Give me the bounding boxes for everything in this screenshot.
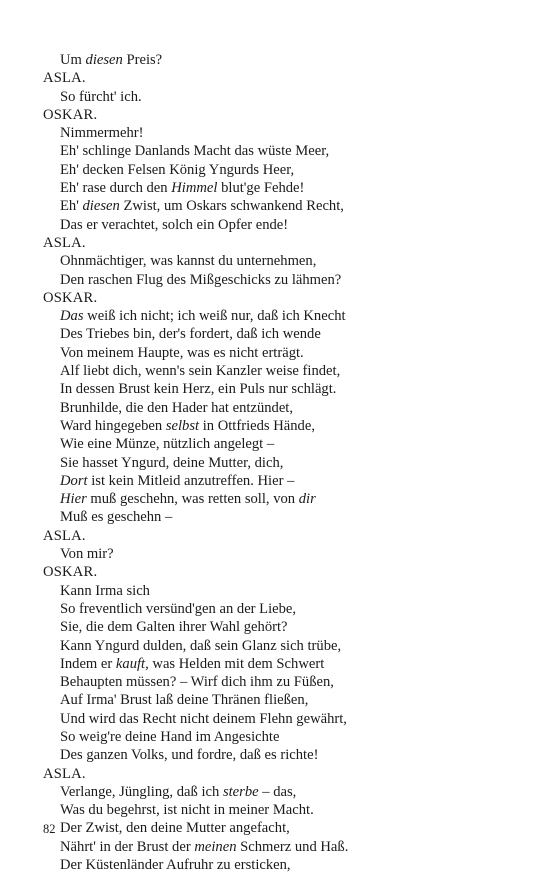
text-run: Nährt' in der Brust der [60, 838, 195, 855]
text-run: Indem er [60, 655, 116, 672]
text-run: ASLA. [43, 527, 86, 544]
verse-line [43, 838, 523, 856]
verse-line [43, 344, 523, 362]
verse-line [43, 710, 523, 728]
verse-line [43, 51, 523, 69]
text-run: Alf liebt dich, wenn's sein Kanzler weise findet, [60, 363, 341, 380]
emphasis-text: diesen [82, 198, 120, 215]
text-run: weiß ich nicht; ich weiß nur, daß ich Knecht [83, 308, 346, 325]
verse-line [43, 600, 523, 618]
verse-line [43, 454, 523, 472]
verse-line [43, 691, 523, 709]
verse-line [43, 399, 523, 417]
text-run: Kann Irma sich [60, 582, 150, 599]
text-run: Des ganzen Volks, und fordre, daß es richte! [60, 747, 319, 764]
verse-line [43, 161, 523, 179]
page-number: 82 [43, 822, 56, 836]
speaker-name [43, 289, 523, 307]
text-run: – das, [258, 783, 297, 800]
verse-line [43, 508, 523, 526]
text-run: Preis? [122, 52, 163, 68]
text-run: Verlange, Jüngling, daß ich [60, 783, 223, 800]
emphasis-text: Dort [60, 472, 88, 489]
emphasis-text: kauft, [115, 655, 149, 672]
text-run: So weig're deine Hand im Angesichte [60, 728, 280, 745]
verse-line [43, 582, 523, 600]
text-run: Ohnmächtiger, was kannst du unternehmen, [60, 253, 317, 270]
emphasis-text: selbst [165, 417, 200, 434]
speaker-name [43, 563, 523, 581]
verse-line [43, 417, 523, 435]
text-run: OSKAR. [43, 564, 98, 581]
verse-line [43, 216, 523, 234]
text-run: Was du begehrst, ist nicht in meiner Macht. [60, 802, 314, 819]
text-run: ASLA. [43, 765, 86, 782]
text-run: ist kein Mitleid anzutreffen. Hier – [87, 472, 295, 489]
text-run: So fürcht' ich. [60, 88, 142, 105]
text-run: Sie hasset Yngurd, deine Mutter, dich, [60, 454, 284, 471]
verse-line [43, 197, 523, 215]
text-run: So freventlich versünd'gen an der Liebe, [60, 600, 297, 617]
emphasis-text: sterbe [222, 783, 259, 800]
verse-line [43, 545, 523, 563]
emphasis-text: Hier [60, 491, 87, 508]
text-run: in Ottfrieds Hände, [199, 417, 315, 434]
verse-line [43, 728, 523, 746]
text-run: Von meinem Haupte, was es nicht erträgt. [60, 344, 304, 361]
text-run: Den raschen Flug des Mißgeschicks zu lähmen? [60, 271, 342, 288]
speaker-name [43, 234, 523, 252]
verse-line [43, 618, 523, 636]
verse-line [43, 380, 523, 398]
emphasis-text: Das [60, 308, 84, 325]
text-run: Schmerz und Haß. [236, 838, 349, 855]
emphasis-text: meinen [194, 838, 237, 855]
text-run: Und wird das Recht nicht deinem Flehn gewährt, [60, 710, 347, 727]
text-run: OSKAR. [43, 106, 98, 123]
text-run: In dessen Brust kein Herz, ein Puls nur schlägt. [60, 381, 337, 398]
text-run: Eh' rase durch den [60, 180, 172, 197]
verse-line [43, 124, 523, 142]
speaker-name [43, 106, 523, 124]
verse-line [43, 435, 523, 453]
text-run: Wie eine Münze, nützlich angelegt – [60, 436, 275, 453]
speaker-name [43, 527, 523, 545]
text-run: Das er verachtet, solch ein Opfer ende! [60, 216, 289, 233]
text-run: Um [60, 52, 86, 68]
verse-line [43, 801, 523, 819]
verse-line [43, 252, 523, 270]
verse-line [43, 325, 523, 343]
verse-line [43, 856, 523, 874]
text-run: ASLA. [43, 70, 86, 87]
emphasis-text: Himmel [171, 180, 218, 197]
text-run: Muß es geschehn – [60, 509, 173, 526]
text-run: ASLA. [43, 234, 86, 251]
speaker-name [43, 69, 523, 87]
verse-line [43, 673, 523, 691]
verse-line [43, 271, 523, 289]
text-run: Nimmermehr! [60, 125, 144, 142]
emphasis-text: diesen [85, 52, 123, 68]
text-run: Zwist, um Oskars schwankend Recht, [119, 198, 344, 215]
verse-line [43, 819, 523, 837]
verse-line [43, 746, 523, 764]
verse-line [43, 307, 523, 325]
verse-line [43, 88, 523, 106]
text-run: Auf Irma' Brust laß deine Thränen fließen, [60, 692, 309, 709]
text-run: Eh' decken Felsen König Yngurds Heer, [60, 161, 295, 178]
verse-line [43, 179, 523, 197]
text-run: Des Triebes bin, der's fordert, daß ich wende [60, 326, 321, 343]
text-run: Ward hingegeben [60, 417, 166, 434]
text-run: Eh' schlinge Danlands Macht das wüste Meer, [60, 143, 330, 160]
text-run: Kann Yngurd dulden, daß sein Glanz sich trübe, [60, 637, 342, 654]
text-run: OSKAR. [43, 289, 98, 306]
text-run: Eh' [60, 198, 83, 215]
verse-line [43, 637, 523, 655]
text-run: Sie, die dem Galten ihrer Wahl gehört? [60, 619, 288, 636]
verse-line [43, 783, 523, 801]
drama-text [43, 51, 523, 874]
emphasis-text: dir [298, 491, 316, 508]
text-run: blut'ge Fehde! [217, 180, 305, 197]
text-run: Von mir? [60, 546, 114, 563]
text-run: Der Zwist, den deine Mutter angefacht, [60, 820, 290, 837]
text-run: Brunhilde, die den Hader hat entzündet, [60, 399, 294, 416]
verse-line [43, 142, 523, 160]
verse-line [43, 655, 523, 673]
text-run: Der Küstenländer Aufruhr zu ersticken, [60, 857, 291, 874]
speaker-name [43, 765, 523, 783]
verse-line [43, 362, 523, 380]
verse-line [43, 490, 523, 508]
text-run: Behaupten müssen? – Wirf dich ihm zu Füßen, [60, 674, 334, 691]
text-run: was Helden mit dem Schwert [148, 655, 325, 672]
verse-line [43, 472, 523, 490]
text-run: muß geschehn, was retten soll, von [86, 491, 299, 508]
